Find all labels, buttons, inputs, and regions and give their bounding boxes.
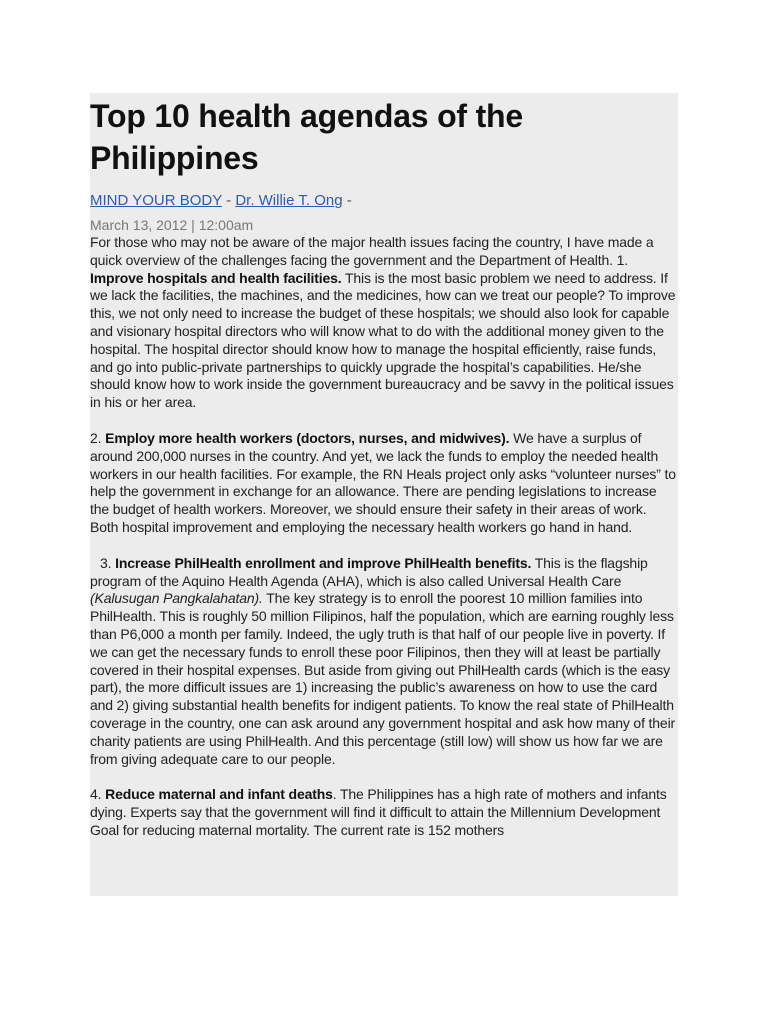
- agenda-1-heading: Improve hospitals and health facilities.: [90, 269, 342, 286]
- agenda-3-heading: Increase PhilHealth enrollment and improve PhilHealth benefits.: [115, 554, 532, 571]
- paragraph-gap: [90, 768, 678, 786]
- byline: [90, 191, 678, 211]
- article-title: Top 10 health agendas of the Philippines: [90, 98, 523, 176]
- agenda-2-heading: Employ more health workers (doctors, nurses, and midwives).: [105, 429, 510, 446]
- paragraph-1: [90, 234, 678, 412]
- byline-separator-end: -: [342, 192, 352, 209]
- article-page: [90, 93, 678, 896]
- agenda-4-text: . The Philippines has a high rate of mothers and infants dying. Experts say that the government will find it difficult to attain the Millennium Development Goal for reducing maternal mortality. The current rate is 152 mothers: [90, 786, 667, 838]
- paragraph-3: [90, 555, 678, 769]
- byline-separator: -: [221, 192, 236, 209]
- author-link[interactable]: Dr. Willie T. Ong: [235, 192, 343, 209]
- paragraph-2: [90, 430, 678, 537]
- agenda-4-heading: Reduce maternal and infant deaths: [105, 786, 333, 803]
- agenda-1-text: This is the most basic problem we need to address. If we lack the facilities, the machines, and the medicines, how can we treat our people? To improve this, we not only need to increase the budget of these hospitals; we should also look for capable and visionary hospital directors who will know what to do with the additional money given to the hospital. The hospital director should know how to manage the hospital efficiently, raise funds, and go into public-private partnerships to quickly upgrade the hospital’s capabilities. He/she should know how to work inside the government bureaucracy and be savvy in the political issues in his or her area.: [90, 269, 676, 411]
- agenda-2-number: 2.: [90, 429, 106, 446]
- paragraph-gap: [90, 412, 678, 430]
- agenda-4-number: 4.: [90, 786, 106, 803]
- intro-text: For those who may not be aware of the major health issues facing the country, I have made a quick overview of the challenges facing the government and the Department of Health. 1.: [90, 234, 654, 268]
- agenda-3-text-a: This is the flagship program of the Aquino Health Agenda (AHA), which is also called Universal Health Care: [90, 554, 648, 589]
- agenda-3-italic: (Kalusugan Pangkalahatan).: [90, 590, 263, 607]
- agenda-3-number: 3.: [100, 554, 116, 571]
- section-link[interactable]: MIND YOUR BODY: [90, 192, 222, 209]
- paragraph-gap: [90, 537, 678, 555]
- paragraph-4: [90, 786, 678, 839]
- publish-date: March 13, 2012 | 12:00am: [90, 217, 254, 233]
- agenda-3-text-b: The key strategy is to enroll the poorest 10 million families into PhilHealth. This is roughly 50 million Filipinos, half the population, which are earning roughly less than P6,000 a month per family. Indeed, the ugly truth is that half of our people live in poverty. If we can get the necessary funds to enroll these poor Filipinos, then they will at least be partially covered in their hospital expenses. But aside from giving out PhilHealth cards (which is the easy part), the more difficult issues are 1) increasing the public’s awareness on how to use the card and 2) giving substantial health benefits for indigent patients. To know the real state of PhilHealth coverage in the country, one can ask around any government hospital and ask how many of their charity patients are using PhilHealth. And this percentage (still low) will show us how far we are from giving adequate care to our people.: [90, 590, 676, 767]
- agenda-2-text: We have a surplus of around 200,000 nurses in the country. And yet, we lack the funds to employ the needed health workers in our health facilities. For example, the RN Heals project only asks “volunteer nurses” to help the government in exchange for an allowance. There are pending legislations to increase the budget of health workers. Moreover, we should ensure their safety in their areas of work. Both hospital improvement and employing the necessary health workers go hand in hand.: [90, 429, 676, 535]
